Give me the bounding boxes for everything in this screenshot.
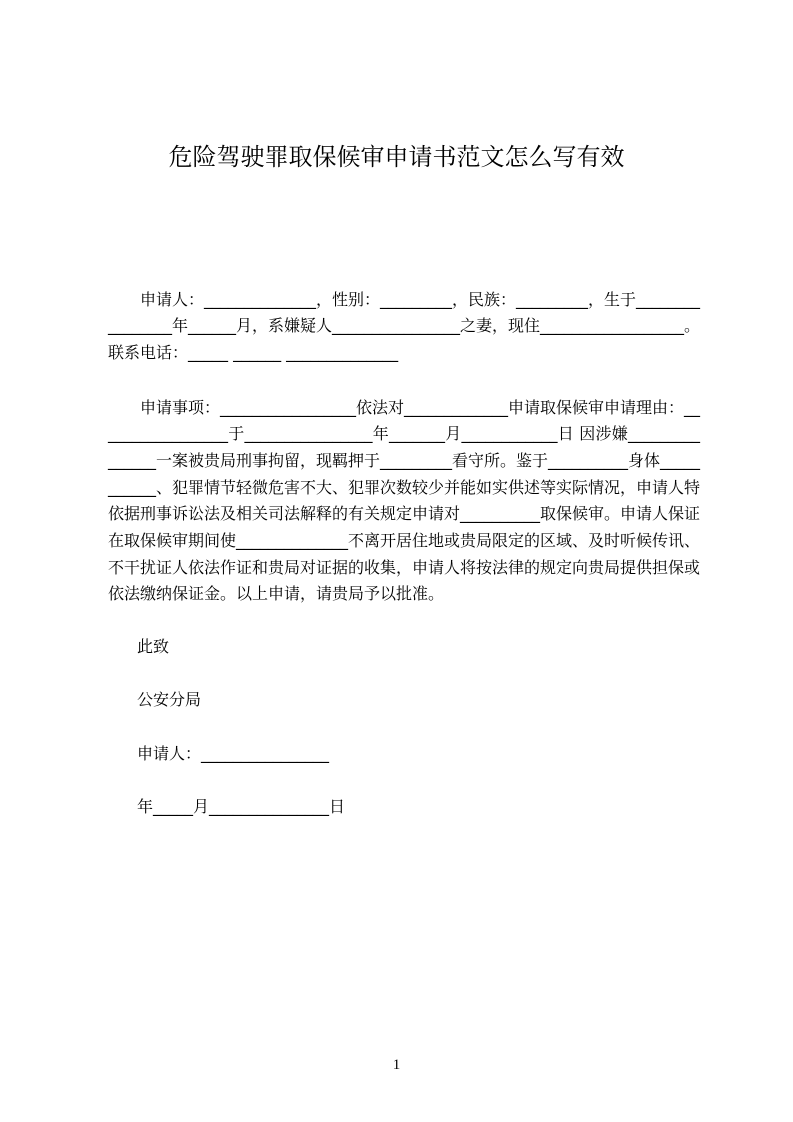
document-title: 危险驾驶罪取保候审申请书范文怎么写有效	[168, 143, 625, 171]
paragraph-line: 申请事项：_________________依法对_____________申请取保候审申请理由：__	[140, 397, 701, 417]
paragraph-line: _______________于________________年_______月____________日 因涉嫌_________	[108, 424, 700, 444]
closing-date: 年_____月_______________日	[137, 796, 346, 816]
applicant-info-paragraph	[108, 287, 700, 367]
paragraph-line: ______一案被贵局刑事拘留，现羁押于_________看守所。鉴于__________身体_____	[108, 451, 701, 470]
paragraph-line: ________年______月，系嫌疑人________________之妻，现住__________________。	[108, 316, 701, 336]
paragraph-line: ______、犯罪情节轻微危害不大、犯罪次数较少并能如实供述等实际情况，申请人特	[108, 477, 701, 497]
closing-recipient: 公安分局	[137, 689, 202, 709]
paragraph-line: 依法缴纳保证金。以上申请，请贵局予以批准。	[108, 584, 445, 604]
paragraph-line: 不干扰证人依法作证和贵局对证据的收集，申请人将按法律的规定向贵局提供担保或	[108, 557, 701, 577]
paragraph-line: 申请人：______________，性别：_________，民族：_________，生于________	[140, 289, 701, 309]
closing-applicant-signature: 申请人：________________	[137, 743, 330, 763]
paragraph-line: 在取保候审期间使______________不离开居住地或贵局限定的区域、及时听候传讯、	[108, 530, 701, 550]
paragraph-line: 依据刑事诉讼法及相关司法解释的有关规定申请对__________取保候审。申请人保证	[108, 504, 701, 524]
paragraph-line: 联系电话：_____ ______ ______________	[108, 343, 399, 362]
application-reason-paragraph	[108, 395, 700, 608]
closing-salutation: 此致	[137, 636, 170, 656]
page-number: 1	[392, 1057, 401, 1073]
